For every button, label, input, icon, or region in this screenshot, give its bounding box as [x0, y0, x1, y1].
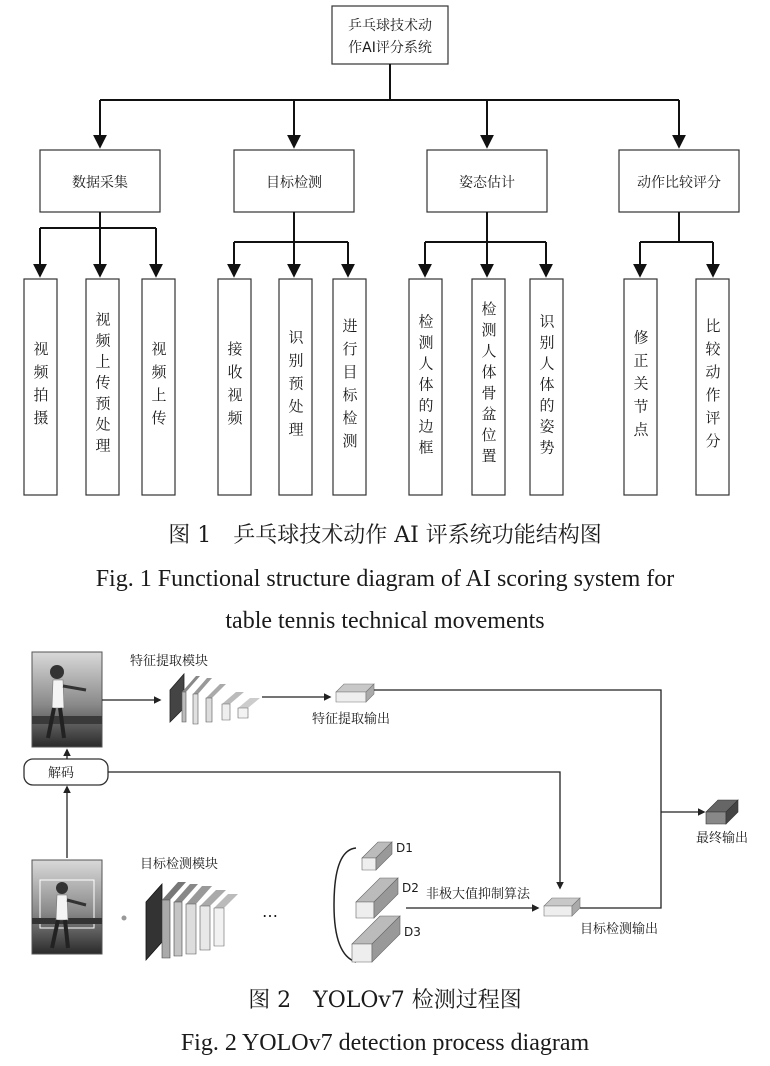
- scale-block-d2: [356, 878, 398, 918]
- leaf-label-receive-video: 接收视频: [225, 341, 244, 433]
- feature-output-block: [336, 684, 374, 702]
- module-label: 动作比较评分: [637, 175, 721, 191]
- module-action-scoring: [619, 150, 739, 212]
- fig1-caption-en-line1: Fig. 1 Functional structure diagram of AI scoring system for: [95, 566, 675, 592]
- d2-label: D2: [402, 881, 419, 895]
- leaf-labels: [32, 300, 722, 469]
- nms-label: 非极大值抑制算法: [426, 887, 531, 902]
- input-photo-bottom: [32, 860, 102, 954]
- bullet-dot: [122, 916, 127, 921]
- leaf-label-detect-body-bbox: 检测人体的边框: [416, 313, 435, 461]
- leaf-label-recognition-preprocess: 识别预处理: [286, 329, 305, 445]
- fig2-caption-en: Fig. 2 YOLOv7 detection process diagram: [180, 1030, 590, 1056]
- input-photo-top: [32, 652, 102, 747]
- figure-2-process: [24, 652, 748, 1056]
- leaf-label-video-upload: 视频上传: [149, 341, 168, 433]
- fig2-caption-cn: 图 2 YOLOv7 检测过程图: [248, 988, 522, 1013]
- leaf-label-run-detection: 进行目标检测: [340, 318, 359, 456]
- root-node-line-1: 乒乓球技术动: [348, 18, 432, 34]
- d3-label: D3: [404, 925, 421, 939]
- leaf-label-upload-preprocess: 视频上传预处理: [93, 311, 112, 459]
- leaf-label-recognize-pose: 识别人体的姿势: [537, 313, 556, 461]
- decode-label: 解码: [48, 766, 75, 781]
- final-output-block: [706, 800, 738, 824]
- detect-output-label: 目标检测输出: [580, 922, 659, 937]
- feature-output-label: 特征提取输出: [312, 712, 391, 727]
- leaf-label-correct-keypoints: 修正关节点: [631, 329, 650, 445]
- scale-block-d1: [362, 842, 392, 870]
- detection-blocks: [146, 882, 238, 960]
- module-label: 姿态估计: [459, 175, 515, 191]
- scale-block-d3: [352, 916, 400, 962]
- module-data-collection: [40, 150, 160, 212]
- d1-label: D1: [396, 841, 413, 855]
- leaf-label-detect-pelvis: 检测人体骨盆位置: [479, 301, 498, 469]
- final-output-label: 最终输出: [696, 831, 749, 846]
- ellipsis: …: [262, 902, 278, 921]
- root-node-line-2: 作AI评分系统: [348, 40, 432, 56]
- module-label: 数据采集: [72, 175, 128, 191]
- detect-to-final-line: [580, 812, 661, 908]
- figure-1-tree: [24, 6, 739, 634]
- fig1-caption-cn: 图 1 乒乓球技术动作 AI 评系统功能结构图: [168, 523, 602, 548]
- feature-module-label: 特征提取模块: [130, 654, 209, 669]
- detection-output-block: [544, 898, 580, 916]
- module-object-detection: [234, 150, 354, 212]
- module-pose-estimation: [427, 150, 547, 212]
- detect-module-label: 目标检测模块: [140, 857, 219, 872]
- fig1-caption-en-line2: table tennis technical movements: [225, 608, 545, 634]
- feature-to-final-line: [374, 690, 661, 812]
- leaf-label-compare-score: 比较动作评分: [703, 318, 722, 456]
- feature-extraction-blocks: [170, 674, 260, 724]
- module-label: 目标检测: [266, 175, 322, 191]
- leaf-label-video-capture: 视频拍摄: [31, 341, 50, 433]
